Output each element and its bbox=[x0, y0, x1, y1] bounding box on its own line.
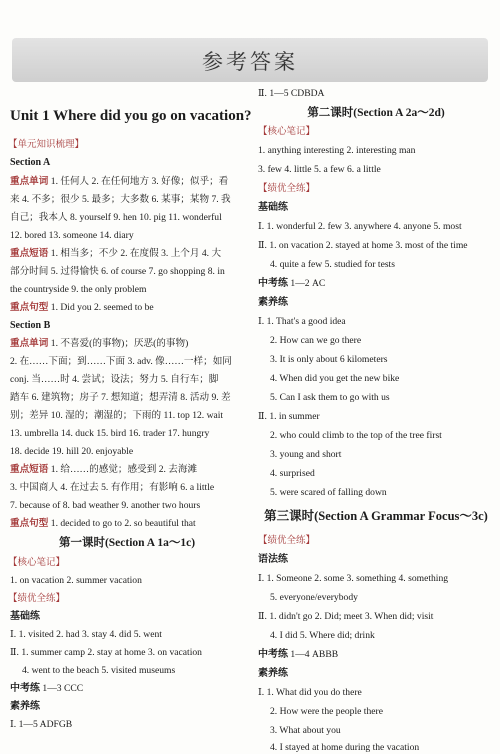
line-text: Ⅱ. 1—5 CDBDA bbox=[258, 88, 325, 99]
answer-line bbox=[258, 573, 448, 585]
line-text: 1. on vacation 2. summer vacation bbox=[10, 575, 142, 586]
answer-line bbox=[10, 248, 221, 260]
answer-line bbox=[10, 230, 134, 242]
section-tag bbox=[8, 593, 65, 605]
point-label: 重点句型 bbox=[10, 518, 49, 529]
line-text: 素养练 bbox=[258, 297, 288, 308]
answer-line bbox=[10, 575, 142, 587]
answer-line bbox=[270, 259, 395, 271]
answer-line bbox=[10, 338, 188, 350]
answer-line bbox=[10, 428, 209, 440]
answer-line bbox=[270, 449, 341, 461]
line-text: 第二课时(Section A 2a～2d) bbox=[307, 107, 445, 119]
line-text: 【绩优全练】 bbox=[258, 184, 316, 194]
exam-label: 中考练 bbox=[258, 649, 288, 660]
section-tag bbox=[258, 183, 315, 195]
answer-line bbox=[258, 88, 325, 100]
line-text: Ⅱ. 1. on vacation 2. stayed at home 3. most of the time bbox=[258, 240, 468, 251]
answer-line bbox=[270, 742, 419, 754]
line-text: Ⅰ. 1. Someone 2. some 3. something 4. something bbox=[258, 573, 449, 584]
answer-line bbox=[270, 392, 390, 404]
answer-line bbox=[10, 647, 202, 659]
answer-line bbox=[258, 687, 362, 699]
answer-line bbox=[270, 706, 383, 718]
answer-line bbox=[10, 176, 228, 188]
line-text: 12. bored 13. someone 14. diary bbox=[10, 230, 134, 241]
line-text: 【绩优全练】 bbox=[258, 536, 316, 546]
answer-line bbox=[258, 649, 338, 661]
line-text: 自己；我本人 8. yourself 9. hen 10. pig 11. wonderful bbox=[10, 212, 222, 223]
line-text: 2. 在……下面；到……下面 3. adv. 像……一样；如同 bbox=[10, 356, 232, 367]
lesson-heading bbox=[8, 537, 246, 549]
answer-line bbox=[10, 302, 154, 314]
line-text: 素养练 bbox=[258, 668, 288, 679]
section-heading bbox=[10, 701, 40, 713]
section-heading bbox=[10, 157, 50, 169]
answer-line bbox=[10, 284, 146, 296]
line-text: Ⅰ. 1. What did you do there bbox=[258, 687, 362, 698]
answer-line bbox=[258, 411, 320, 423]
answer-line bbox=[270, 373, 399, 385]
lesson-heading bbox=[258, 107, 494, 119]
section-heading bbox=[258, 668, 288, 680]
line-text: 1. 不喜爱(的事物)；厌恶(的事物) bbox=[50, 338, 189, 349]
answer-line bbox=[10, 356, 232, 368]
line-text: 5. everyone/everybody bbox=[270, 592, 358, 603]
answer-line bbox=[270, 630, 375, 642]
line-text: 部分时间 5. 过得愉快 6. of course 7. go shopping 8. in bbox=[10, 266, 225, 277]
answer-line bbox=[10, 392, 231, 404]
exam-label: 中考练 bbox=[10, 683, 40, 694]
line-text: 5. Can I ask them to go with us bbox=[270, 392, 390, 403]
line-text: 2. who could climb to the top of the tree first bbox=[270, 430, 442, 441]
section-tag bbox=[258, 535, 315, 547]
line-text: 基础练 bbox=[10, 611, 40, 622]
line-text: 2. How can we go there bbox=[270, 335, 362, 346]
answer-line bbox=[10, 266, 225, 278]
section-heading bbox=[258, 202, 288, 214]
line-text: 素养练 bbox=[10, 701, 40, 712]
lesson-heading bbox=[258, 510, 494, 522]
section-heading bbox=[10, 611, 40, 623]
answer-line bbox=[22, 665, 175, 677]
answer-line bbox=[270, 592, 358, 604]
answer-line bbox=[10, 518, 196, 530]
line-text: 5. were scared of falling down bbox=[270, 487, 387, 498]
section-heading bbox=[258, 297, 288, 309]
line-text: 4. went to the beach 5. visited museums bbox=[22, 665, 176, 676]
answer-line bbox=[270, 354, 388, 366]
line-text: 【单元知识梳理】 bbox=[8, 140, 85, 150]
point-label: 重点单词 bbox=[10, 176, 49, 187]
line-text: 来 4. 不多；很少 5. 最多；大多数 6. 某事；某物 7. 我 bbox=[10, 194, 231, 205]
line-text: Ⅱ. 1. in summer bbox=[258, 411, 320, 422]
line-text: 7. because of 8. bad weather 9. another two hours bbox=[10, 500, 201, 511]
answer-line bbox=[270, 487, 387, 499]
answer-line bbox=[258, 240, 468, 252]
line-text: 踏车 6. 建筑物；房子 7. 想知道；想弄清 8. 活动 9. 差 bbox=[10, 392, 231, 403]
answer-line bbox=[10, 194, 231, 206]
answer-line bbox=[10, 683, 83, 695]
line-text: Ⅰ. 1—5 ADFGB bbox=[10, 719, 73, 730]
answer-line bbox=[10, 374, 218, 386]
line-text: Unit 1 Where did you go on vacation? bbox=[10, 108, 252, 124]
line-text: 别；差异 10. 湿的；潮湿的；下雨的 11. top 12. wait bbox=[10, 410, 224, 421]
line-text: 语法练 bbox=[258, 554, 288, 565]
answer-line bbox=[10, 410, 223, 422]
line-text: Section B bbox=[10, 320, 51, 331]
line-text: Ⅰ. 1. visited 2. had 3. stay 4. did 5. went bbox=[10, 629, 162, 640]
line-text: 3. young and short bbox=[270, 449, 342, 460]
section-tag bbox=[8, 557, 65, 569]
section-heading bbox=[258, 554, 288, 566]
line-text: 3. 中国商人 4. 在过去 5. 有作用；有影响 6. a little bbox=[10, 482, 215, 493]
answer-line bbox=[270, 335, 361, 347]
point-label: 重点短语 bbox=[10, 248, 49, 259]
answer-line bbox=[10, 500, 200, 512]
line-text: 4. surprised bbox=[270, 468, 315, 479]
banner-title: 参考答案 bbox=[202, 50, 298, 74]
line-text: 3. few 4. little 5. a few 6. a little bbox=[258, 164, 381, 175]
line-text: 1. 相当多；不少 2. 在度假 3. 上个月 4. 大 bbox=[50, 248, 222, 259]
answer-line bbox=[10, 482, 214, 494]
line-text: Ⅰ. 1. That's a good idea bbox=[258, 316, 346, 327]
answer-line bbox=[258, 221, 462, 233]
line-text: 2. How were the people there bbox=[270, 706, 383, 717]
answer-line bbox=[270, 468, 315, 480]
point-label: 重点短语 bbox=[10, 464, 49, 475]
point-label: 重点单词 bbox=[10, 338, 49, 349]
line-text: conj. 当……时 4. 尝试；设法；努力 5. 自行车；脚 bbox=[10, 374, 219, 385]
line-text: 1. anything interesting 2. interesting man bbox=[258, 145, 416, 156]
answer-line bbox=[270, 725, 341, 737]
answer-line bbox=[258, 278, 325, 290]
answer-line bbox=[258, 316, 346, 328]
answer-line bbox=[258, 611, 433, 623]
line-text: 4. quite a few 5. studied for tests bbox=[270, 259, 395, 270]
line-text: 第一课时(Section A 1a～1c) bbox=[58, 537, 196, 549]
line-text: 1. decided to go to 2. so beautiful that bbox=[50, 518, 196, 529]
line-text: 13. umbrella 14. duck 15. bird 16. trader 17. hungry bbox=[10, 428, 210, 439]
line-text: 3. It is only about 6 kilometers bbox=[270, 354, 388, 365]
line-text: the countryside 9. the only problem bbox=[10, 284, 147, 295]
line-text: 1. 任何人 2. 在任何地方 3. 好像；似乎；看 bbox=[50, 176, 229, 187]
line-text: 【核心笔记】 bbox=[258, 127, 316, 137]
answer-line bbox=[258, 145, 415, 157]
point-label: 重点句型 bbox=[10, 302, 49, 313]
section-heading bbox=[10, 320, 50, 332]
exam-label: 中考练 bbox=[258, 278, 288, 289]
line-text: 18. decide 19. hill 20. enjoyable bbox=[10, 446, 134, 457]
line-text: Ⅱ. 1. didn't go 2. Did; meet 3. When did; visit bbox=[258, 611, 434, 622]
section-tag bbox=[8, 139, 84, 151]
line-text: 第三课时(Section A Grammar Focus～3c) bbox=[264, 509, 488, 523]
unit-title bbox=[10, 110, 252, 122]
answer-line bbox=[10, 212, 222, 224]
line-text: 1—2 AC bbox=[290, 278, 326, 289]
answer-line bbox=[258, 164, 381, 176]
line-text: 4. I stayed at home during the vacation bbox=[270, 742, 420, 753]
answer-line bbox=[10, 464, 197, 476]
line-text: Section A bbox=[10, 157, 51, 168]
line-text: 1—4 ABBB bbox=[290, 649, 339, 660]
line-text: 【绩优全练】 bbox=[8, 594, 66, 604]
line-text: 4. When did you get the new bike bbox=[270, 373, 400, 384]
line-text: 1—3 CCC bbox=[42, 683, 84, 694]
answer-line bbox=[270, 430, 442, 442]
line-text: 【核心笔记】 bbox=[8, 558, 66, 568]
line-text: 1. 给……的感觉；感受到 2. 去海滩 bbox=[50, 464, 198, 475]
line-text: Ⅱ. 1. summer camp 2. stay at home 3. on vacation bbox=[10, 647, 202, 658]
line-text: 基础练 bbox=[258, 202, 288, 213]
answer-banner bbox=[12, 38, 488, 82]
line-text: 3. What about you bbox=[270, 725, 341, 736]
line-text: 1. Did you 2. seemed to be bbox=[50, 302, 154, 313]
line-text: 4. I did 5. Where did; drink bbox=[270, 630, 375, 641]
answer-line bbox=[10, 629, 162, 641]
line-text: Ⅰ. 1. wonderful 2. few 3. anywhere 4. anyone 5. most bbox=[258, 221, 462, 232]
answer-line bbox=[10, 446, 133, 458]
answer-line bbox=[10, 719, 72, 731]
section-tag bbox=[258, 126, 315, 138]
